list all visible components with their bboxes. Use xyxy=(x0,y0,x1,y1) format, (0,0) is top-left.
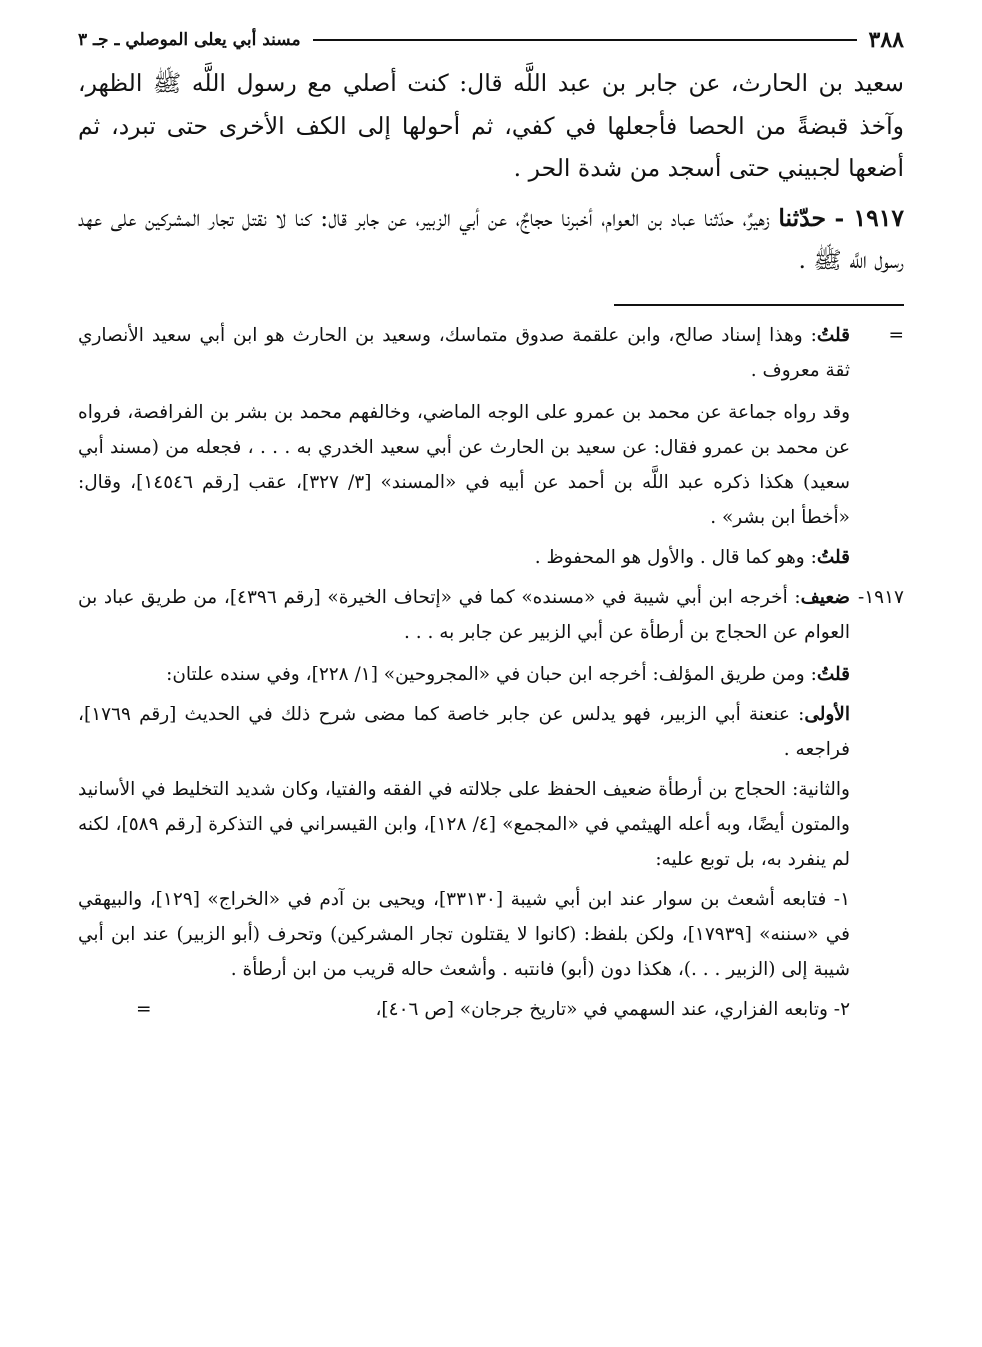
continuation-mark: = xyxy=(136,998,152,1020)
hadith-text: زهيرٌ، حدّثنا عباد بن العوام، أخبرنا حجاجٌ، عن أبي الزبير، عن جابر قال: كنا لا نقتل تجار المشركين على عهد رسول اللَّه ﷺ . xyxy=(78,203,904,274)
note-text: : ومن طريق المؤلف: أخرجه ابن حبان في «المجروحين» [١/ ٢٢٨]، وفي سنده علتان: xyxy=(166,663,817,685)
hadith-1917 xyxy=(78,197,904,282)
note-text: ٢- وتابعه الفزاري، عند السهمي في «تاريخ جرجان» [ص ٤٠٦]، xyxy=(375,998,850,1020)
note-7: والثانية: الحجاج بن أرطأة ضعيف الحفظ على جلالته في الفقه والفتيا، وكان شديد التخليط في الأسانيد والمتون أيضًا، وبه أعله الهيثمي في «المجمع» [٤/ ١٢٨]، وابن القيسراني في التذكرة [رقم ٥٨٩]، لكنه لم ينفرد به، بل توبع عليه: xyxy=(78,778,850,870)
note-9 xyxy=(78,992,904,1027)
book-title: مسند أبي يعلى الموصلي ـ جـ ٣ xyxy=(78,30,301,50)
note-label: قلتُ xyxy=(816,324,850,346)
note-number: ١٩١٧- xyxy=(857,586,904,608)
note-3 xyxy=(78,540,904,575)
note-text: : وهو كما قال . والأول هو المحفوظ . xyxy=(534,546,817,568)
note-8: ١- فتابعه أشعث بن سوار عند ابن أبي شيبة [٣٣١٣٠]، ويحيى بن آدم في «الخراج» [١٢٩]، والبيهقي في «سننه» [١٧٩٣٩]، ولكن بلفظ: (كانوا لا يقتلون تجار المشركين) وتحرف (أبو الزبير) عند ابن أبي شيبة إلى (الزبير . . .)، هكذا دون (أبو) فانتبه . وأشعث حاله قريب من ابن أرطأة . xyxy=(78,888,850,980)
note-label: قلتُ xyxy=(816,663,850,685)
note-1 xyxy=(78,318,904,388)
note-6 xyxy=(78,697,904,767)
footnotes xyxy=(78,318,904,1027)
grade-label: ضعيف xyxy=(800,586,850,608)
note-label: الأولى xyxy=(804,703,850,725)
running-header xyxy=(78,18,904,62)
note-text: : وهذا إسناد صالح، وابن علقمة صدوق متماسك، وسعيد بن الحارث هو ابن أبي سعيد الأنصاري ثقة معروف . xyxy=(78,324,850,381)
hadith-lead: حدّثنا xyxy=(778,203,827,232)
header-rule xyxy=(313,39,857,41)
note-label: قلتُ xyxy=(816,546,850,568)
hadith-continuation: سعيد بن الحارث، عن جابر بن عبد اللَّه قال: كنت أصلي مع رسول اللَّه ﷺ الظهر، وآخذ قبضةً من الحصا فأجعلها في كفي، ثم أحولها إلى الكف الأخرى حتى تبرد، ثم أضعها لجبيني حتى أسجد من شدة الحر . xyxy=(78,69,904,182)
note-5 xyxy=(78,657,904,692)
page-number: ٣٨٨ xyxy=(868,27,904,53)
continuation-mark: = xyxy=(888,324,904,346)
note-text: : أخرجه ابن أبي شيبة في «مسنده» كما في «إتحاف الخيرة» [رقم ٤٣٩٦]، من طريق عباد بن العوام عن الحجاج بن أرطأة عن أبي الزبير عن جابر به . . . xyxy=(78,586,850,643)
note-1917 xyxy=(78,580,904,650)
note-2: وقد رواه جماعة عن محمد بن عمرو على الوجه الماضي، وخالفهم محمد بن بشر بن الفرافصة، فرواه عن محمد بن عمرو فقال: عن سعيد بن الحارث عن أبي سعيد الخدري به . . . ، فجعله من (مسند أبي سعيد) هكذا ذكره عبد اللَّه بن أحمد عن أبيه في «المسند» [٣/ ٣٢٧]، عقب [رقم ١٤٥٤٦]، وقال: «أخطأ ابن بشر» . xyxy=(78,401,850,528)
note-text: : عنعنة أبي الزبير، فهو يدلس عن جابر خاصة كما مضى شرح ذلك في الحديث [رقم ١٧٦٩]، فراجعه . xyxy=(78,703,850,760)
main-text xyxy=(78,62,904,282)
page xyxy=(78,18,904,1032)
footnote-divider xyxy=(614,304,904,306)
hadith-number: ١٩١٧ - xyxy=(834,203,904,232)
